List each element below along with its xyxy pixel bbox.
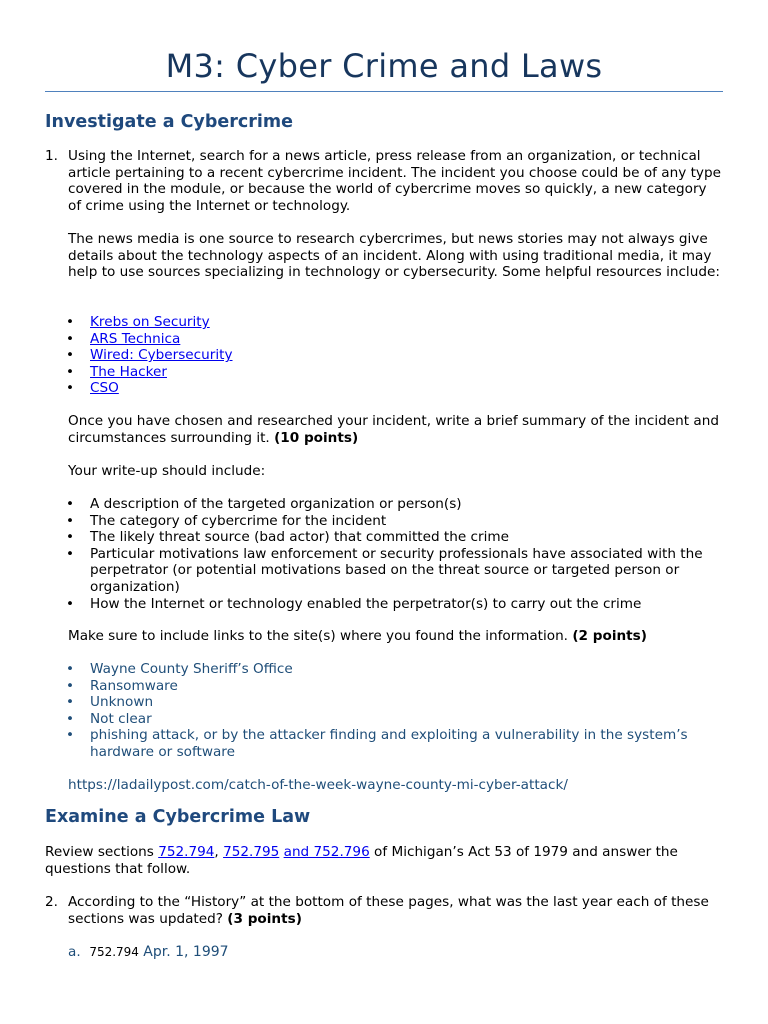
list-item: • Ransomware (66, 677, 178, 694)
link-ars-technica[interactable]: ARS Technica (90, 330, 181, 347)
list-item: • Not clear (66, 710, 152, 727)
page-title: M3: Cyber Crime and Laws (165, 47, 603, 85)
link-the-hacker[interactable]: The Hacker (90, 363, 167, 380)
sub-item-a-answer: Apr. 1, 1997 (143, 944, 229, 960)
writeup-intro: Your write-up should include: (68, 463, 266, 479)
sub-item-a (68, 944, 723, 961)
item-1-paragraph-1: Using the Internet, search for a news article, press release from an organization, or technical article pertaining to a recent cybercrime incident. The incident you choose could be of any type covered in the module, or because the world of cybercrime moves so quickly, a new category of crime using the Internet or technology. (68, 148, 721, 214)
list-item: • The category of cybercrime for the incident (66, 512, 387, 529)
list-item: • CSO (66, 380, 119, 397)
link-law-752-795[interactable]: 752.795 (223, 844, 280, 860)
list-item: • Krebs on Security (66, 314, 210, 330)
item-2-number: 2. (45, 894, 58, 910)
sub-item-a-label: a. (68, 944, 81, 960)
writeup-items-list (45, 496, 723, 612)
section-heading-investigate: Investigate a Cybercrime (45, 112, 293, 132)
summary-points: (10 points) (274, 429, 359, 446)
list-item: • Wired: Cybersecurity (66, 347, 233, 364)
link-krebs-on-security[interactable]: Krebs on Security (90, 314, 210, 330)
list-item: • The Hacker (66, 363, 167, 380)
link-wired-cybersecurity[interactable]: Wired: Cybersecurity (90, 347, 233, 364)
list-item: • Unknown (66, 694, 154, 711)
link-law-752-796[interactable]: and 752.796 (283, 844, 370, 860)
list-item: • phishing attack, or by the attacker finding and exploiting a vulnerability in the system’s hardware or software (66, 727, 688, 760)
summary-instruction: Once you have chosen and researched your incident, write a brief summary of the incident and circumstances surrounding it. (10 points) (68, 413, 719, 446)
section-heading-examine-law: Examine a Cybercrime Law (45, 807, 311, 827)
title-divider (45, 91, 723, 92)
list-item: • Wayne County Sheriff’s Office (66, 661, 293, 677)
item-1-paragraph-2: The news media is one source to research cybercrimes, but news stories may not always give details about the technology aspects of an incident. Along with using traditional media, it may help to use sources specializing in technology or cybersecurity. Some helpful resources include: (68, 231, 720, 281)
links-points: (2 points) (572, 628, 647, 644)
review-paragraph: Review sections 752.794, 752.795 and 752.796 of Michigan’s Act 53 of 1979 and answer the questions that follow. (45, 844, 678, 877)
list-item: • How the Internet or technology enabled the perpetrator(s) to carry out the crime (66, 595, 642, 612)
item-2-points: (3 points) (227, 910, 302, 927)
resource-links-list (45, 314, 723, 397)
answers-list (45, 661, 723, 761)
list-item: • A description of the targeted organization or person(s) (66, 496, 462, 512)
item-2 (45, 894, 723, 927)
link-law-752-794[interactable]: 752.794 (158, 844, 215, 860)
item-2-text: According to the “History” at the bottom of these pages, what was the last year each of these sections was updated? (68, 894, 709, 927)
list-item: • ARS Technica (66, 330, 181, 347)
source-url[interactable]: https://ladailypost.com/catch-of-the-week-wayne-county-mi-cyber-attack/ (68, 777, 568, 793)
link-cso[interactable]: CSO (90, 380, 119, 397)
sub-item-a-section: 752.794 (89, 945, 139, 959)
links-instruction: Make sure to include links to the site(s) where you found the information. (2 points) (68, 628, 647, 644)
list-item: • Particular motivations law enforcement or security professionals have associated with the perpetrator (or potential motivations based on the threat source or targeted person or organization) (66, 545, 703, 595)
list-item: • The likely threat source (bad actor) that committed the crime (66, 529, 509, 546)
item-1-number: 1. (45, 148, 58, 164)
item-1 (45, 148, 723, 214)
